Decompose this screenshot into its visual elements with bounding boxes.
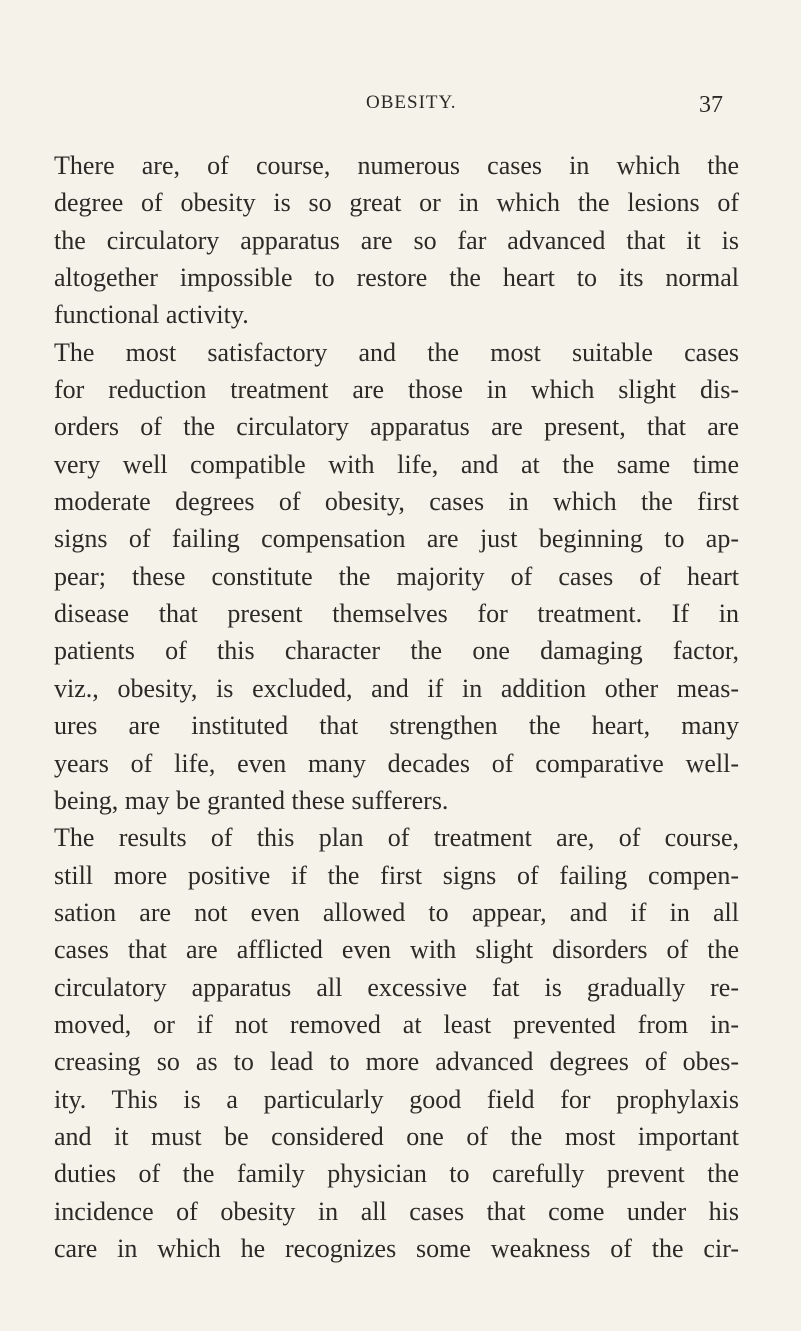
text-line: The most satisfactory and the most suitable cases: [54, 337, 739, 367]
text-line: cases that are afflicted even with slight disorders of the: [54, 935, 739, 965]
text-line: There are, of course, numerous cases in which the: [54, 151, 739, 180]
text-line: for reduction treatment are those in which slight dis-: [54, 375, 739, 405]
text-line: viz., obesity, is excluded, and if in addition other meas-: [54, 673, 739, 703]
text-line: sation are not even allowed to appear, and if in all: [54, 897, 739, 927]
running-title: OBESITY.: [366, 92, 457, 113]
text-line: duties of the family physician to carefully prevent the: [54, 1159, 739, 1189]
page-number: 37: [699, 92, 723, 118]
text-line: moved, or if not removed at least prevented from in-: [54, 1009, 739, 1039]
text-line: altogether impossible to restore the heart to its normal: [54, 263, 739, 293]
text-line: patients of this character the one damaging factor,: [54, 636, 739, 666]
text-line: degree of obesity is so great or in which the lesions of: [54, 188, 739, 218]
text-line: incidence of obesity in all cases that come under his: [54, 1196, 739, 1226]
text-line: ures are instituted that strengthen the heart, many: [54, 711, 739, 741]
text-line: moderate degrees of obesity, cases in which the first: [54, 487, 739, 517]
text-line: years of life, even many decades of comparative well-: [54, 748, 739, 778]
text-line: orders of the circulatory apparatus are present, that are: [54, 412, 739, 442]
text-line: circulatory apparatus all excessive fat is gradually re-: [54, 972, 739, 1002]
text-line: signs of failing compensation are just beginning to ap-: [54, 524, 739, 554]
text-line: being, may be granted these sufferers.: [54, 785, 449, 815]
text-line: ity. This is a particularly good field for prophylaxis: [54, 1084, 739, 1114]
text-line: very well compatible with life, and at the same time: [54, 449, 739, 479]
text-line: pear; these constitute the majority of cases of heart: [54, 561, 739, 591]
text-line: creasing so as to lead to more advanced degrees of obes-: [54, 1047, 739, 1077]
text-line: disease that present themselves for treatment. If in: [54, 599, 739, 629]
text-line: functional activity.: [54, 300, 249, 330]
running-head: [0, 90, 801, 120]
text-line: care in which he recognizes some weakness of the cir-: [54, 1233, 739, 1263]
body-text: [54, 147, 739, 1267]
text-line: the circulatory apparatus are so far advanced that it is: [54, 225, 739, 255]
text-line: and it must be considered one of the most important: [54, 1121, 739, 1151]
text-line: The results of this plan of treatment are, of course,: [54, 823, 739, 853]
text-line: still more positive if the first signs of failing compen-: [54, 860, 739, 890]
